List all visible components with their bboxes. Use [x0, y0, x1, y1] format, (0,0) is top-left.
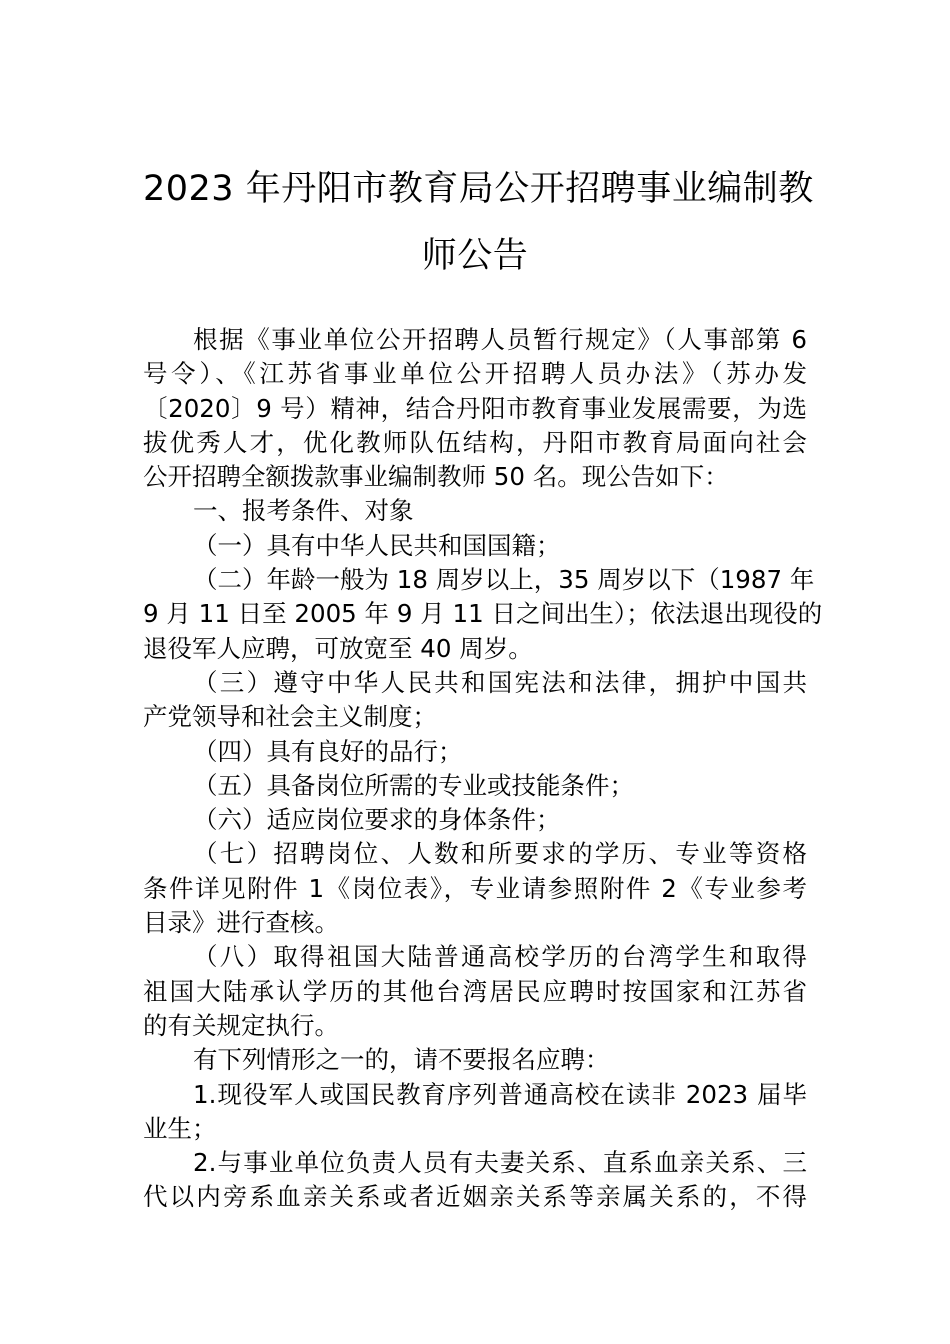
body-text-line: 一、报考条件、对象 [193, 496, 414, 526]
body-text-line: 代以内旁系血亲关系或者近姻亲关系等亲属关系的，不得 [143, 1182, 807, 1212]
body-text-line: （八）取得祖国大陆普通高校学历的台湾学生和取得 [193, 942, 807, 972]
page-title-line-2: 师公告 [421, 236, 529, 276]
body-text-line: 的有关规定执行。 [143, 1010, 339, 1040]
body-text-line: 公开招聘全额拨款事业编制教师 50 名。现公告如下： [143, 462, 729, 492]
body-text-line: 有下列情形之一的，请不要报名应聘： [193, 1045, 610, 1075]
body-text-line: （六）适应岗位要求的身体条件； [193, 805, 561, 835]
body-text-line: 退役军人应聘，可放宽至 40 周岁。 [143, 633, 533, 663]
body-text-line: 9 月 11 日至 2005 年 9 月 11 日之间出生）；依法退出现役的 [143, 599, 823, 629]
document-body [143, 323, 823, 1215]
body-text-line: 拔优秀人才，优化教师队伍结构，丹阳市教育局面向社会 [143, 427, 807, 457]
body-text-line: （七）招聘岗位、人数和所要求的学历、专业等资格 [193, 839, 807, 869]
body-text-line: （四）具有良好的品行； [193, 736, 463, 766]
body-text-line: 1.现役军人或国民教育序列普通高校在读非 2023 届毕 [193, 1079, 807, 1109]
body-text-line: 根据《事业单位公开招聘人员暂行规定》（人事部第 6 [193, 325, 807, 354]
body-text-line: （一）具有中华人民共和国国籍； [193, 530, 561, 560]
body-text-line: （五）具备岗位所需的专业或技能条件； [193, 770, 634, 800]
body-text-line: 目录》进行查核。 [143, 908, 339, 938]
body-text-line: 祖国大陆承认学历的其他台湾居民应聘时按国家和江苏省 [143, 976, 807, 1006]
page-title-line-1: 2023 年丹阳市教育局公开招聘事业编制教 [143, 169, 814, 209]
body-text-line: （三）遵守中华人民共和国宪法和法律，拥护中国共 [193, 667, 807, 697]
body-text-line: 2.与事业单位负责人员有夫妻关系、直系血亲关系、三 [193, 1148, 807, 1178]
body-text-line: 号令）、《江苏省事业单位公开招聘人员办法》（苏办发 [143, 359, 807, 389]
body-text-line: 产党领导和社会主义制度； [143, 702, 437, 732]
body-text-line: 〔2020〕9 号）精神，结合丹阳市教育事业发展需要，为选 [143, 393, 807, 423]
body-text-line: （二）年龄一般为 18 周岁以上，35 周岁以下（1987 年 [193, 565, 815, 595]
body-text-line: 业生； [143, 1113, 217, 1143]
body-text-line: 条件详见附件 1《岗位表》，专业请参照附件 2《专业参考 [143, 873, 807, 903]
